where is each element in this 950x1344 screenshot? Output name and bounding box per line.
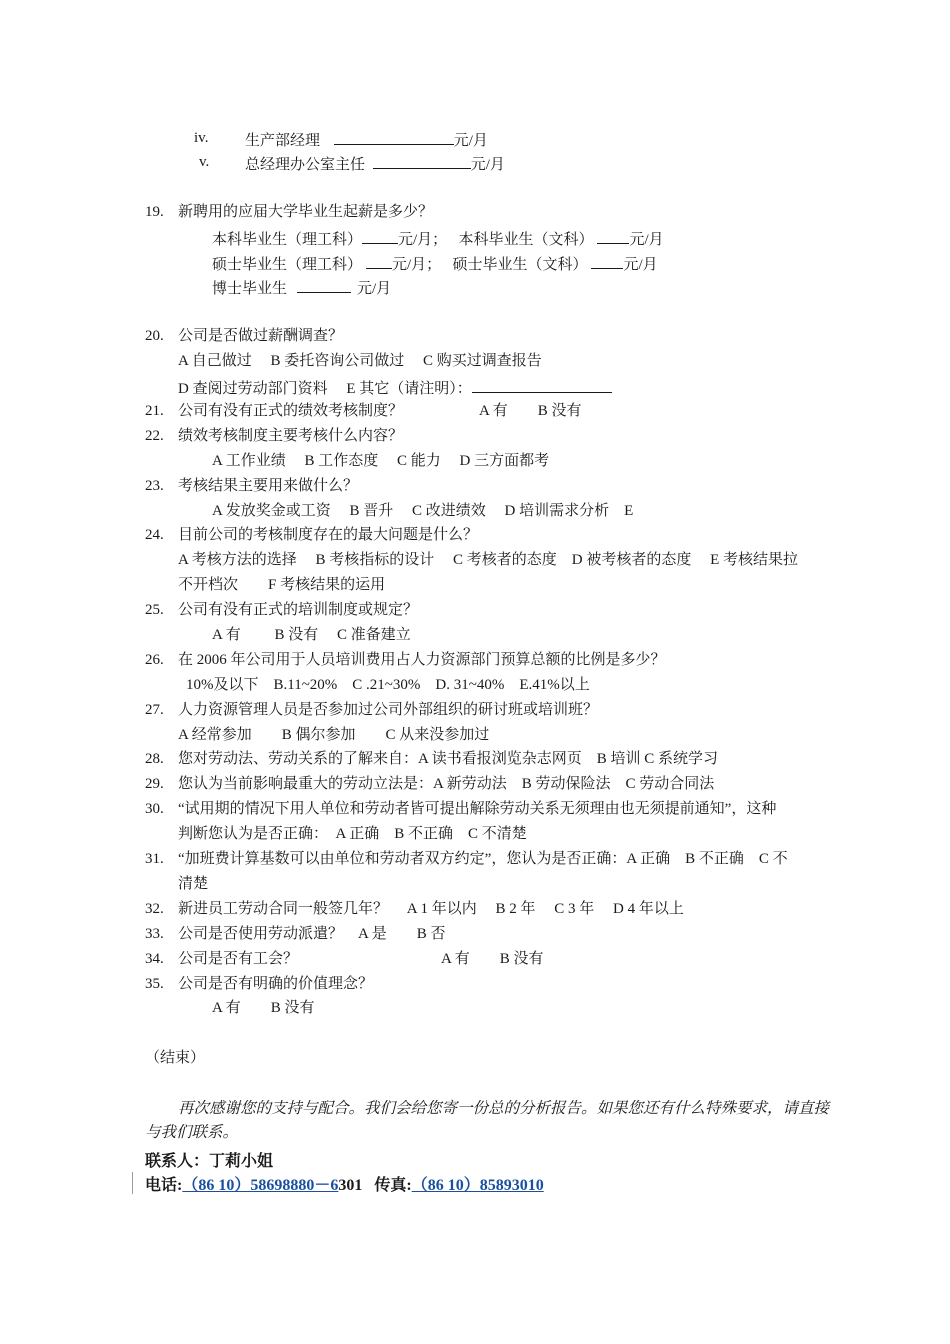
question-20-text: 公司是否做过薪酬调查？ <box>178 328 344 344</box>
q27-options[interactable]: A 经常参加 B 偶尔参加 C 从来没参加过 <box>178 727 490 743</box>
label: 博士毕业生 <box>212 281 288 297</box>
question-21-text: 公司有没有正式的绩效考核制度？ <box>178 403 404 419</box>
question-34-text: 公司是否有工会？ <box>178 951 299 967</box>
q20-options-2 <box>178 377 612 398</box>
question-number: 26. <box>145 652 164 668</box>
question-number: 20. <box>145 328 164 344</box>
question-28-text[interactable]: 您对劳动法、劳动关系的了解来自：A 读书看报浏览杂志网页 B 培训 C 系统学习 <box>178 751 719 767</box>
question-number: 31. <box>145 851 164 867</box>
contact-phone-fax <box>145 1177 544 1195</box>
margin-bar <box>132 1172 133 1194</box>
q24-options-1[interactable]: A 考核方法的选择 B 考核指标的设计 C 考核者的态度 D 被考核者的态度 E 考核结果拉 <box>178 552 799 568</box>
contact-person: 联系人：丁莉小姐 <box>145 1153 274 1170</box>
question-number: 25. <box>145 602 164 618</box>
salary-unit: 元/月 <box>470 157 505 173</box>
question-number: 28. <box>145 751 164 767</box>
unit: 元/月 <box>357 281 392 297</box>
salary-label: 生产部经理 <box>245 133 321 149</box>
question-33-text[interactable]: 公司是否使用劳动派遣？ A 是 B 否 <box>178 926 446 942</box>
phone-label: 电话: <box>145 1177 183 1194</box>
salary-unit: 元/月 <box>453 133 488 149</box>
label: 本科毕业生（理工科） <box>212 232 363 248</box>
q20-options-1[interactable]: A 自己做过 B 委托咨询公司做过 C 购买过调查报告 <box>178 353 542 369</box>
question-number: 35. <box>145 976 164 992</box>
q24-options-2[interactable]: 不开档次 F 考核结果的运用 <box>178 577 386 593</box>
question-number: 21. <box>145 403 164 419</box>
q19-row-bachelor <box>212 228 664 249</box>
question-number: 22. <box>145 428 164 444</box>
q23-options[interactable]: A 发放奖金或工资 B 晋升 C 改进绩效 D 培训需求分析 E <box>212 503 634 519</box>
salary-label: 总经理办公室主任 <box>245 157 366 173</box>
unit: 元/月 <box>629 232 664 248</box>
question-32-text[interactable]: 新进员工劳动合同一般签几年？ A 1 年以内 B 2 年 C 3 年 D 4 年以上 <box>178 901 684 917</box>
q26-options[interactable]: 10%及以下 B.11~20% C .21~30% D. 31~40% E.41%以上 <box>186 677 590 693</box>
salary-item-iv <box>245 129 488 150</box>
question-26-text: 在 2006 年公司用于人员培训费用占人力资源部门预算总额的比例是多少？ <box>178 652 666 668</box>
question-30-text: “试用期的情况下用人单位和劳动者皆可提出解除劳动关系无须理由也无须提前通知”，这种 <box>178 801 777 817</box>
label: 本科毕业生（文科） <box>458 232 594 248</box>
question-number: 24. <box>145 527 164 543</box>
question-24-text: 目前公司的考核制度存在的最大问题是什么？ <box>178 527 479 543</box>
q19-row-master <box>212 253 658 274</box>
question-number: 29. <box>145 776 164 792</box>
thanks-line-2: 与我们联系。 <box>145 1124 239 1141</box>
label: 硕士毕业生（理工科） <box>212 257 363 273</box>
q34-options[interactable]: A 有 B 没有 <box>441 951 544 967</box>
question-number: 33. <box>145 926 164 942</box>
end-label: （结束） <box>145 1050 206 1066</box>
question-number: 34. <box>145 951 164 967</box>
question-number: 32. <box>145 901 164 917</box>
unit: 元/月； <box>392 257 442 273</box>
question-number: 30. <box>145 801 164 817</box>
blank-field[interactable] <box>366 253 392 269</box>
phone-link[interactable]: （86 10）58698880－6 <box>182 1177 339 1194</box>
q22-options[interactable]: A 工作业绩 B 工作态度 C 能力 D 三方面都考 <box>212 453 550 469</box>
question-27-text: 人力资源管理人员是否参加过公司外部组织的研讨班或培训班？ <box>178 702 599 718</box>
q35-options[interactable]: A 有 B 没有 <box>212 1000 315 1016</box>
blank-field[interactable] <box>362 228 398 244</box>
salary-blank-field[interactable] <box>373 153 471 169</box>
blank-field[interactable] <box>597 228 629 244</box>
question-25-text: 公司有没有正式的培训制度或规定？ <box>178 602 419 618</box>
blank-field[interactable] <box>297 277 351 293</box>
salary-blank-field[interactable] <box>334 129 454 145</box>
q25-options[interactable]: A 有 B 没有 C 准备建立 <box>212 627 411 643</box>
question-number: 27. <box>145 702 164 718</box>
question-35-text: 公司是否有明确的价值理念？ <box>178 976 374 992</box>
other-blank-field[interactable] <box>472 377 612 393</box>
question-number: 19. <box>145 204 164 220</box>
roman-v: v. <box>199 154 210 170</box>
options[interactable]: D 查阅过劳动部门资料 E 其它（请注明）： <box>178 381 472 397</box>
roman-iv: iv. <box>194 130 209 146</box>
label: 硕士毕业生（文科） <box>452 257 588 273</box>
unit: 元/月； <box>398 232 448 248</box>
question-31-text-2: 清楚 <box>178 876 209 892</box>
q19-row-doctor <box>212 277 391 298</box>
unit: 元/月 <box>623 257 658 273</box>
question-31-text[interactable]: “加班费计算基数可以由单位和劳动者双方约定”，您认为是否正确：A 正确 B 不正确 C 不 <box>178 851 788 867</box>
salary-item-v <box>245 153 505 174</box>
q21-options[interactable]: A 有 B 没有 <box>479 403 582 419</box>
blank-field[interactable] <box>591 253 623 269</box>
question-29-text[interactable]: 您认为当前影响最重大的劳动立法是：A 新劳动法 B 劳动保险法 C 劳动合同法 <box>178 776 715 792</box>
question-30-text-2[interactable]: 判断您认为是否正确： A 正确 B 不正确 C 不清楚 <box>178 826 527 842</box>
question-number: 23. <box>145 478 164 494</box>
question-23-text: 考核结果主要用来做什么？ <box>178 478 359 494</box>
fax-label: 传真: <box>374 1177 412 1194</box>
question-19-text: 新聘用的应届大学毕业生起薪是多少？ <box>178 204 434 220</box>
thanks-line-1: 再次感谢您的支持与配合。我们会给您寄一份总的分析报告。如果您还有什么特殊要求，请直接 <box>178 1100 830 1117</box>
fax-link[interactable]: （86 10）85893010 <box>411 1177 544 1194</box>
phone-ext: 301 <box>338 1177 363 1194</box>
question-22-text: 绩效考核制度主要考核什么内容？ <box>178 428 404 444</box>
